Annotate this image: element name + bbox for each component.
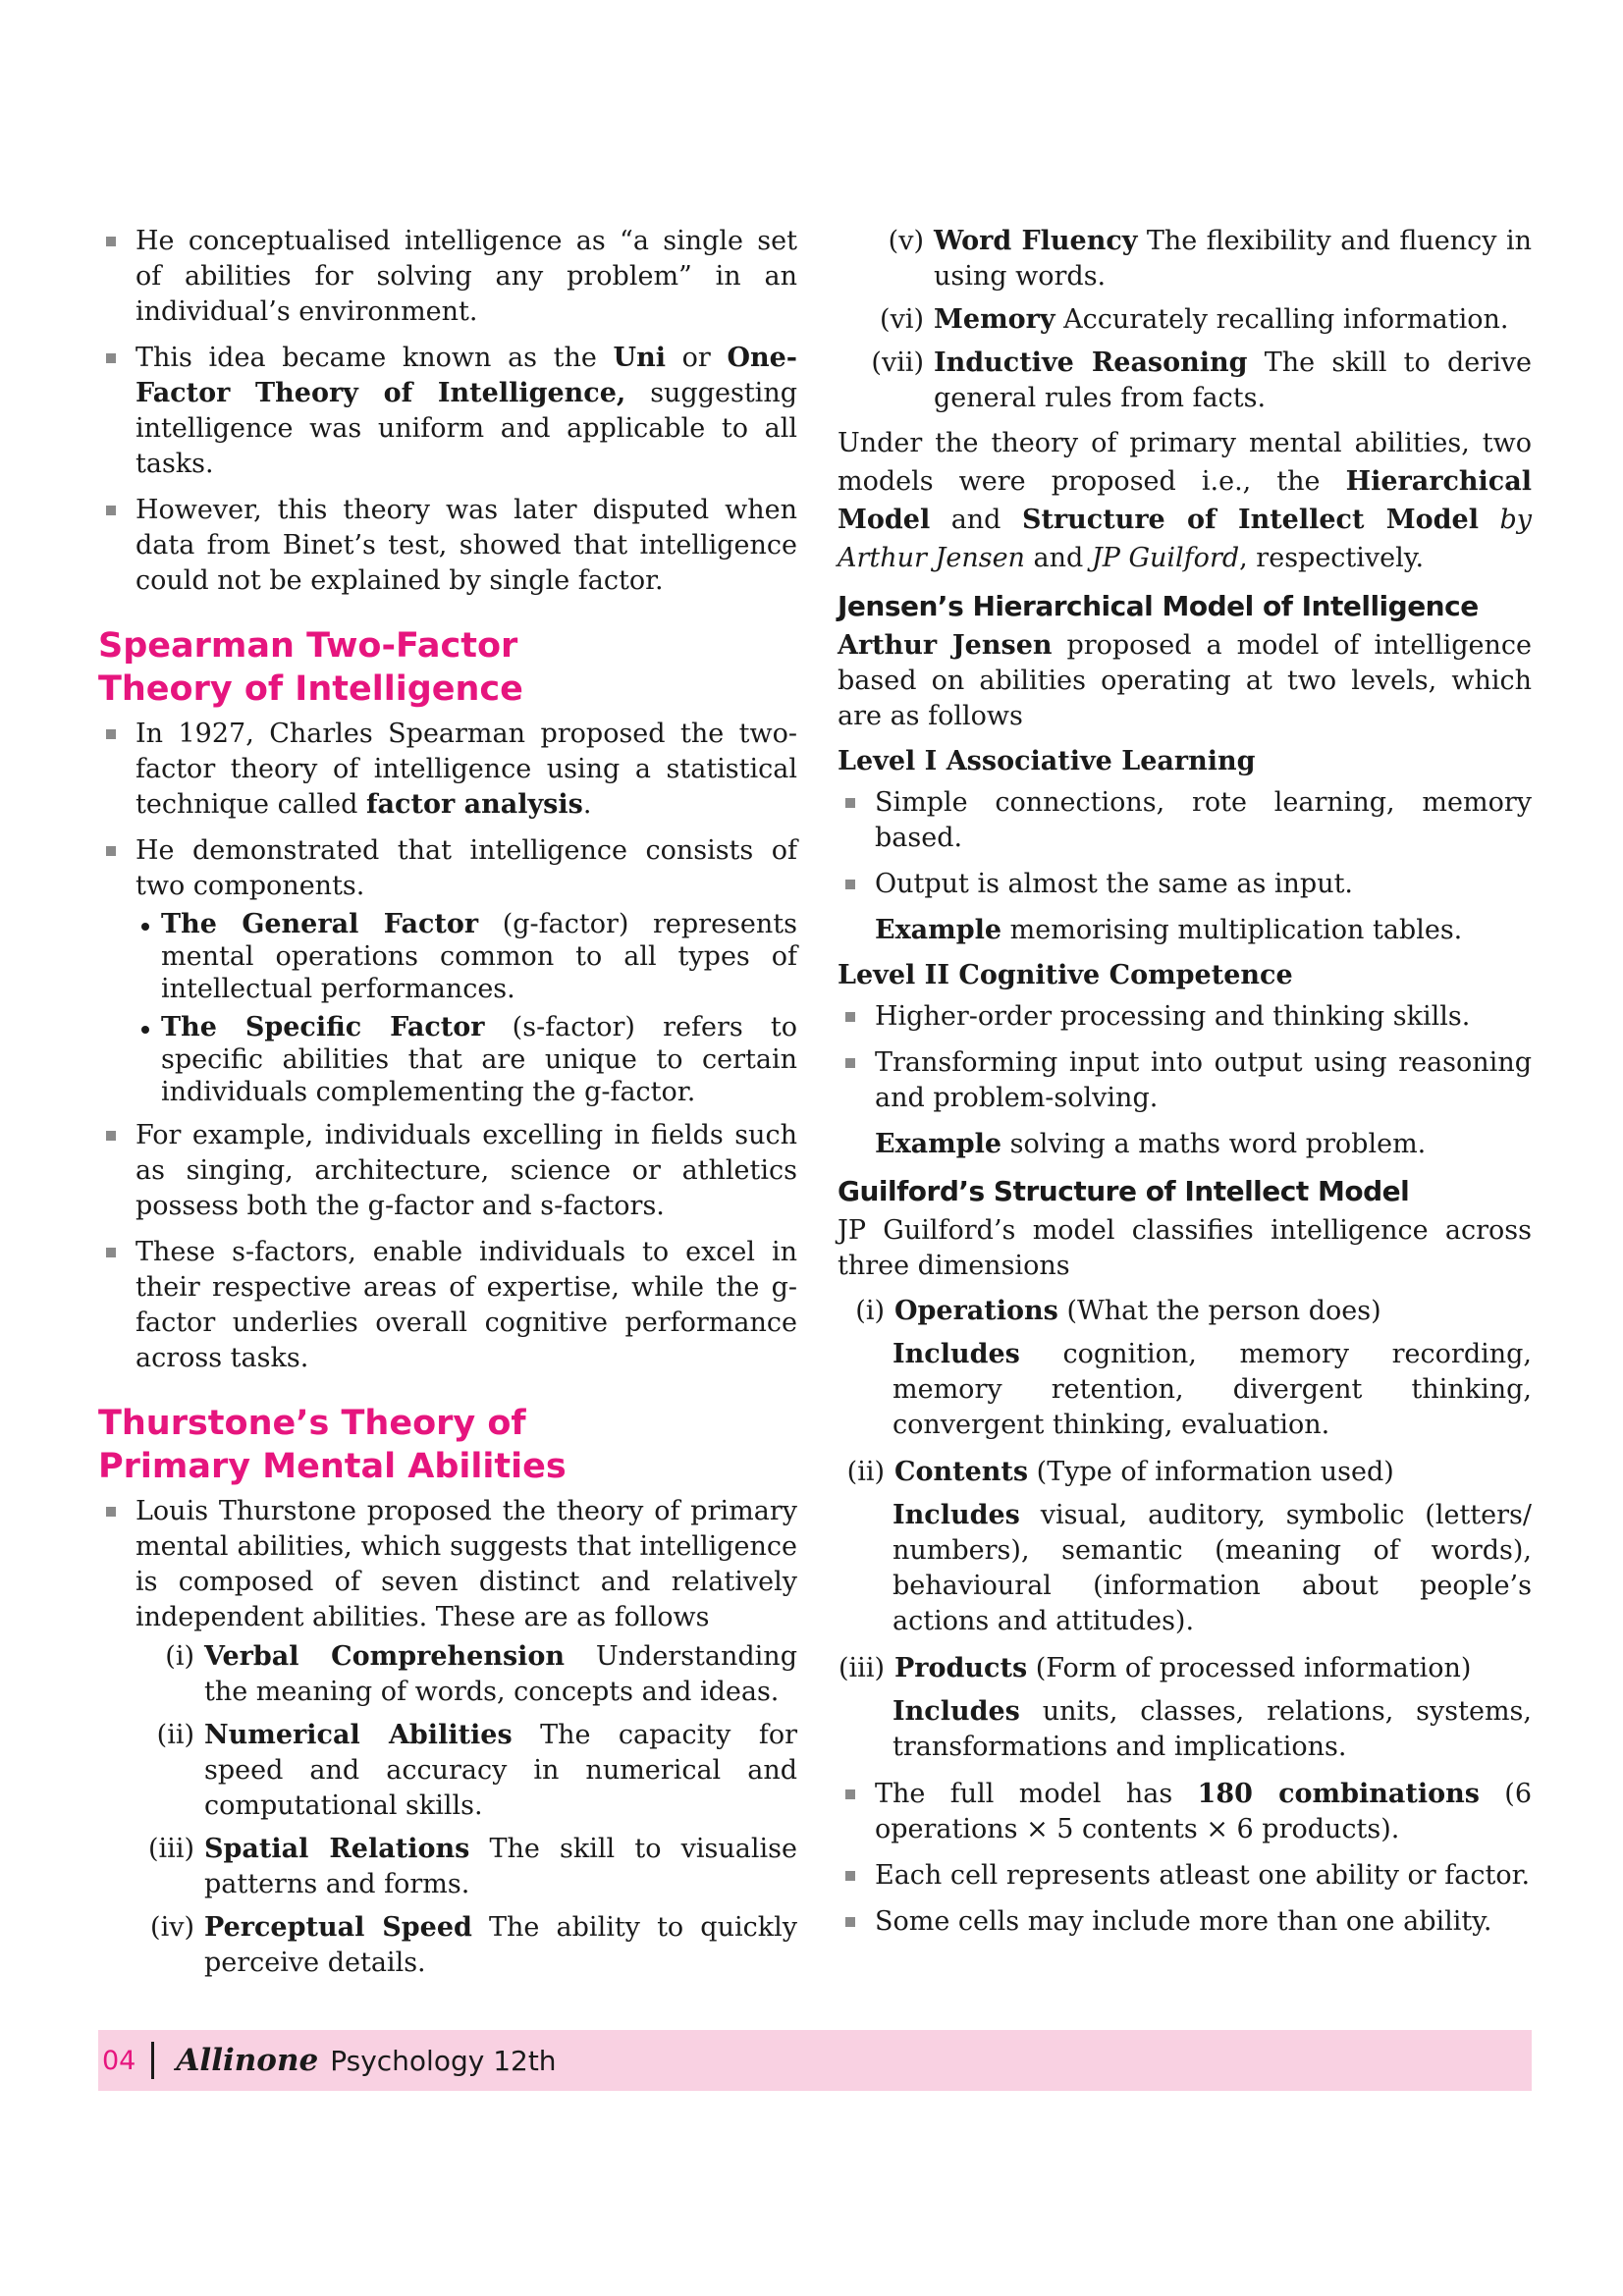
numbered-item: (ii) Numerical Abilities The capacity for speed and accuracy in numerical and computational skills. [156,1720,797,1821]
sub-list-item: The Specific Factor (s-factor) refers to specific abilities that are unique to certain individuals complementing the g-factor. [135,1011,797,1108]
list-item: However, this theory was later disputed when data from Binet’s test, showed that intelligence could not be explained by single factor. [98,493,797,599]
includes-text: Includes units, classes, relations, systems, transformations and implications. [893,1696,1532,1762]
square-bullet-icon [838,867,875,902]
list-item: In 1927, Charles Spearman proposed the two-factor theory of intelligence using a statistical technique called factor analysis. [98,717,797,823]
numbered-item: (v) Word Fluency The flexibility and fluency in using words. [888,226,1532,292]
page-footer [98,2030,1532,2091]
square-bullet-icon [838,999,875,1035]
list-item: Each cell represents atleast one ability or factor. [838,1858,1532,1894]
subsection-heading-guilford: Guilford’s Structure of Intellect Model [838,1175,1410,1207]
list-item: Higher-order processing and thinking skills. [838,999,1532,1035]
numbered-item: (iii) Products (Form of processed information) [839,1653,1472,1683]
list-item: He conceptualised intelligence as “a single set of abilities for solving any problem” in an individual’s environment. [98,224,797,330]
square-bullet-icon [98,1494,135,1635]
list-item: This idea became known as the Uni or One-Factor Theory of Intelligence, suggesting intelligence was uniform and applicable to all tasks. [98,341,797,482]
section-heading-thurstone: Thurstone’s Theory of Primary Mental Abilities [98,1404,567,1486]
numbered-item: (ii) Contents (Type of information used) [846,1457,1394,1487]
square-bullet-icon [838,1858,875,1894]
numbered-item: (vii) Inductive Reasoning The skill to derive general rules from facts. [871,347,1532,413]
numbered-item: (i) Verbal Comprehension Understanding the meaning of words, concepts and ideas. [165,1641,797,1707]
includes-text: Includes cognition, memory recording, memory retention, divergent thinking, convergent thinking, evaluation. [893,1339,1532,1440]
list-item: He demonstrated that intelligence consists of two components. [98,833,797,904]
list-item: Simple connections, rote learning, memory based. [838,785,1532,856]
paragraph: Under the theory of primary mental abilities, two models were proposed i.e., the Hierarchical Model and Structure of Intellect Model by Arthur Jensen and JP Guilford, respectively. [838,428,1532,573]
numbered-item: (iii) Spatial Relations The skill to visualise patterns and forms. [148,1834,797,1899]
square-bullet-icon [838,1777,875,1847]
square-bullet-icon [98,493,135,599]
paragraph: JP Guilford’s model classifies intelligence across three dimensions [838,1215,1532,1281]
square-bullet-icon [98,224,135,330]
list-item: Output is almost the same as input. [838,867,1532,902]
square-bullet-icon [98,1118,135,1224]
square-bullet-icon [838,1904,875,1940]
footer-divider [151,2042,154,2079]
sub-list-item: The General Factor (g-factor) represents mental operations common to all types of intellectual performances. [135,908,797,1005]
square-bullet-icon [838,1045,875,1116]
example-line: Example memorising multiplication tables. [875,915,1463,945]
dot-bullet-icon [135,1011,161,1108]
square-bullet-icon [98,717,135,823]
square-bullet-icon [98,341,135,482]
right-column [838,224,1532,1950]
example-line: Example solving a maths word problem. [875,1129,1427,1159]
square-bullet-icon [838,785,875,856]
page-number: 04 [102,2045,136,2076]
list-item: Louis Thurstone proposed the theory of primary mental abilities, which suggests that intelligence is composed of seven distinct and relatively independent abilities. These are as follows [98,1494,797,1635]
includes-text: Includes visual, auditory, symbolic (letters/ numbers), semantic (meaning of words), behavioural (information about people’s actions and attitudes). [893,1500,1532,1636]
brand-logo: Allinone [176,2043,319,2078]
list-item: Transforming input into output using reasoning and problem-solving. [838,1045,1532,1116]
numbered-item: (i) Operations (What the person does) [855,1296,1381,1326]
level-heading: Level II Cognitive Competence [838,960,1293,990]
numbered-item: (vi) Memory Accurately recalling information. [880,304,1509,335]
list-item: The full model has 180 combinations (6 operations × 5 contents × 6 products). [838,1777,1532,1847]
list-item: For example, individuals excelling in fields such as singing, architecture, science or athletics possess both the g-factor and s-factors. [98,1118,797,1224]
list-item: Some cells may include more than one ability. [838,1904,1532,1940]
list-item: These s-factors, enable individuals to excel in their respective areas of expertise, while the g-factor underlies overall cognitive performance across tasks. [98,1235,797,1376]
level-heading: Level I Associative Learning [838,746,1256,776]
dot-bullet-icon [135,908,161,1005]
section-heading-spearman: Spearman Two-Factor Theory of Intelligence [98,626,523,709]
subsection-heading-jensen: Jensen’s Hierarchical Model of Intelligence [838,590,1479,622]
square-bullet-icon [98,1235,135,1376]
paragraph: Arthur Jensen proposed a model of intelligence based on abilities operating at two levels, which are as follows [838,630,1532,731]
left-column [98,224,797,1989]
numbered-item: (iv) Perceptual Speed The ability to quickly perceive details. [150,1912,797,1978]
book-title: Psychology 12th [330,2044,557,2077]
square-bullet-icon [98,833,135,904]
